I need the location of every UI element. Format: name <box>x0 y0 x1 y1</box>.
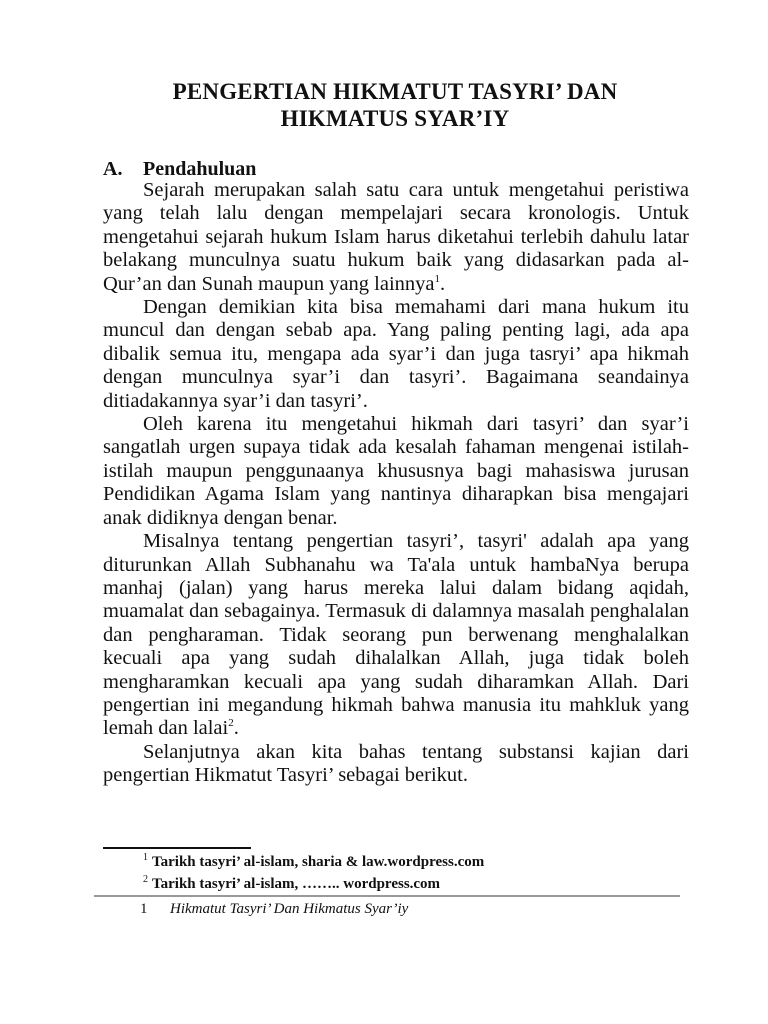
paragraph-4-text: Misalnya tentang pengertian tasyri’, tasyri' adalah apa yang diturunkan Allah Subhanahu wa Ta'ala untuk hambaNya berupa manhaj (jalan) yang harus mereka lalui dalam bidang aqidah, muamalat dan sebagainya. Termasuk di dalamnya masalah penghalalan dan pengharaman. Tidak seorang pun berwenang menghalalkan kecuali apa yang sudah dihalalkan Allah, juga tidak boleh mengharamkan kecuali apa yang sudah diharamkan Allah. Dari pengertian ini megandung hikmah bahwa manusia itu mahkluk yang lemah dan lalai <box>103 530 689 740</box>
footnote-2-marker: 2 <box>143 874 148 885</box>
section-number: A. <box>103 158 123 180</box>
footnote-ref-2: 2 <box>228 717 234 730</box>
page-title <box>100 78 690 132</box>
footnote-2-text: Tarikh tasyri’ al-islam, …….. wordpress.com <box>152 876 441 892</box>
section-heading <box>103 157 256 181</box>
footnotes <box>143 851 484 895</box>
paragraph-1 <box>103 179 689 296</box>
paragraph-2 <box>103 296 689 413</box>
footnote-ref-1: 1 <box>434 272 441 285</box>
footnote-2 <box>143 873 484 895</box>
running-title: Hikmatut Tasyri’ Dan Hikmatus Syar’iy <box>170 901 409 917</box>
footnote-1-text: Tarikh tasyri’ al-islam, sharia & law.wordpress.com <box>152 854 485 870</box>
section-title: Pendahuluan <box>143 158 257 180</box>
title-line-1: PENGERTIAN HIKMATUT TASYRI’ DAN <box>172 79 618 104</box>
footnote-separator <box>103 847 251 849</box>
paragraph-3 <box>103 413 689 530</box>
footnote-1 <box>143 851 484 873</box>
title-line-2: HIKMATUS SYAR’IY <box>280 106 510 131</box>
paragraph-3-text: Oleh karena itu mengetahui hikmah dari tasyri’ dan syar’i sangatlah urgen supaya tidak ada kesalah fahaman mengenai istilah-istilah maupun penggunaanya khususnya bagi mahasiswa jurusan Pendidikan Agama Islam yang nantinya diharapkan bisa mengajari anak didiknya dengan benar. <box>103 413 689 529</box>
paragraph-1-text: Sejarah merupakan salah satu cara untuk mengetahui peristiwa yang telah lalu dengan mempelajari secara kronologis. Untuk mengetahui sejarah hukum Islam harus diketahui terlebih dahulu latar belakang munculnya suatu hukum baik yang didasarkan pada al-Qur’an dan Sunah maupun yang lainnya <box>103 179 689 295</box>
paragraph-5 <box>103 741 689 788</box>
paragraph-5-text: Selanjutnya akan kita bahas tentang substansi kajian dari pengertian Hikmatut Tasyri’ sebagai berikut. <box>103 740 689 787</box>
body-text <box>103 179 689 788</box>
paragraph-4-tail: . <box>233 717 239 740</box>
footer-rule <box>94 895 680 897</box>
page-number: 1 <box>140 901 148 917</box>
footnote-1-marker: 1 <box>143 852 148 863</box>
paragraph-4 <box>103 530 689 741</box>
paragraph-2-text: Dengan demikian kita bisa memahami dari mana hukum itu muncul dan dengan sebab apa. Yang paling penting lagi, ada apa dibalik semua itu, mengapa ada syar’i dan juga tasryi’ apa hikmah dengan munculnya syar’i dan tasyri’. Bagaimana seandainya ditiadakannya syar’i dan tasyri’. <box>103 296 689 412</box>
paragraph-1-tail: . <box>440 272 446 295</box>
page-footer <box>140 899 408 919</box>
